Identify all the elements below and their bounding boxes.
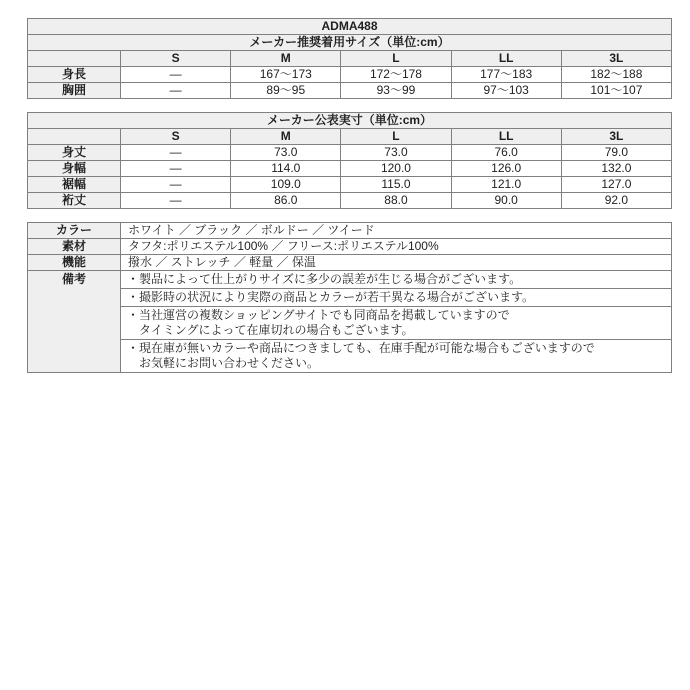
table-row-note bbox=[28, 289, 672, 307]
size-value: ― bbox=[121, 83, 231, 99]
table-row-note bbox=[28, 340, 672, 373]
table-row-body-length bbox=[28, 145, 672, 161]
size-value: 90.0 bbox=[451, 193, 561, 209]
row-label-color: カラー bbox=[28, 223, 121, 239]
note-line: ・撮影時の状況により実際の商品とカラーが若干異なる場合がございます。 bbox=[127, 290, 535, 304]
table-row-note bbox=[28, 307, 672, 340]
recommended-size-title: メーカー推奨着用サイズ（単位:cm） bbox=[28, 35, 672, 51]
col-header-l: L bbox=[341, 129, 451, 145]
table-row bbox=[28, 113, 672, 129]
size-value: 114.0 bbox=[231, 161, 341, 177]
row-label-hem-width: 裾幅 bbox=[28, 177, 121, 193]
size-value: ― bbox=[121, 145, 231, 161]
col-header-empty bbox=[28, 129, 121, 145]
col-header-3l: 3L bbox=[561, 51, 671, 67]
col-header-s: S bbox=[121, 129, 231, 145]
size-value: 76.0 bbox=[451, 145, 561, 161]
table-row bbox=[28, 129, 672, 145]
size-value: 120.0 bbox=[341, 161, 451, 177]
table-row-note bbox=[28, 271, 672, 289]
row-label-body-length: 身丈 bbox=[28, 145, 121, 161]
size-value: 109.0 bbox=[231, 177, 341, 193]
note-item bbox=[121, 340, 672, 373]
product-code: ADMA488 bbox=[28, 19, 672, 35]
size-value: 126.0 bbox=[451, 161, 561, 177]
function-value: 撥水 ／ ストレッチ ／ 軽量 ／ 保温 bbox=[121, 255, 672, 271]
details-table bbox=[27, 222, 672, 373]
size-value: 177～183 bbox=[451, 67, 561, 83]
note-item bbox=[121, 307, 672, 340]
note-item bbox=[121, 289, 672, 307]
table-row bbox=[28, 35, 672, 51]
size-value: ― bbox=[121, 177, 231, 193]
note-line: タイミングによって在庫切れの場合もございます。 bbox=[127, 323, 414, 337]
size-value: 167～173 bbox=[231, 67, 341, 83]
size-value: 86.0 bbox=[231, 193, 341, 209]
material-value: タフタ:ポリエステル100% ／ フリース:ポリエステル100% bbox=[121, 239, 672, 255]
size-value: 172～178 bbox=[341, 67, 451, 83]
note-item bbox=[121, 271, 672, 289]
table-row-sleeve-length bbox=[28, 193, 672, 209]
row-label-material: 素材 bbox=[28, 239, 121, 255]
row-label-function: 機能 bbox=[28, 255, 121, 271]
table-row bbox=[28, 51, 672, 67]
size-value: 115.0 bbox=[341, 177, 451, 193]
size-value: 88.0 bbox=[341, 193, 451, 209]
table-row-color bbox=[28, 223, 672, 239]
size-value: ― bbox=[121, 161, 231, 177]
note-line: お気軽にお問い合わせください。 bbox=[127, 356, 320, 370]
size-value: 182～188 bbox=[561, 67, 671, 83]
col-header-ll: LL bbox=[451, 51, 561, 67]
table-row-hem-width bbox=[28, 177, 672, 193]
size-value: ― bbox=[121, 67, 231, 83]
table-row bbox=[28, 19, 672, 35]
table-row-body-width bbox=[28, 161, 672, 177]
size-value: 73.0 bbox=[231, 145, 341, 161]
size-value: ― bbox=[121, 193, 231, 209]
col-header-s: S bbox=[121, 51, 231, 67]
table-row-material bbox=[28, 239, 672, 255]
size-value: 97～103 bbox=[451, 83, 561, 99]
row-label-chest: 胸囲 bbox=[28, 83, 121, 99]
size-value: 127.0 bbox=[561, 177, 671, 193]
col-header-l: L bbox=[341, 51, 451, 67]
size-value: 121.0 bbox=[451, 177, 561, 193]
size-value: 73.0 bbox=[341, 145, 451, 161]
row-label-sleeve-length: 裄丈 bbox=[28, 193, 121, 209]
measured-size-table bbox=[27, 112, 672, 209]
size-value: 79.0 bbox=[561, 145, 671, 161]
size-value: 92.0 bbox=[561, 193, 671, 209]
row-label-body-width: 身幅 bbox=[28, 161, 121, 177]
size-value: 101～107 bbox=[561, 83, 671, 99]
col-header-empty bbox=[28, 51, 121, 67]
col-header-m: M bbox=[231, 51, 341, 67]
measured-size-title: メーカー公表実寸（単位:cm） bbox=[28, 113, 672, 129]
note-line: ・当社運営の複数ショッピングサイトでも同商品を掲載していますので bbox=[127, 308, 510, 322]
col-header-m: M bbox=[231, 129, 341, 145]
size-value: 132.0 bbox=[561, 161, 671, 177]
recommended-size-table bbox=[27, 18, 672, 99]
note-line: ・製品によって仕上がりサイズに多少の誤差が生じる場合がございます。 bbox=[127, 272, 522, 286]
note-line: ・現在庫が無いカラーや商品につきましても、在庫手配が可能な場合もございますので bbox=[127, 341, 595, 355]
table-row-height bbox=[28, 67, 672, 83]
color-options: ホワイト ／ ブラック ／ ボルドー ／ ツイード bbox=[121, 223, 672, 239]
row-label-height: 身長 bbox=[28, 67, 121, 83]
size-value: 93～99 bbox=[341, 83, 451, 99]
col-header-3l: 3L bbox=[561, 129, 671, 145]
table-row-function bbox=[28, 255, 672, 271]
row-label-notes: 備考 bbox=[28, 271, 121, 373]
size-value: 89～95 bbox=[231, 83, 341, 99]
col-header-ll: LL bbox=[451, 129, 561, 145]
table-row-chest bbox=[28, 83, 672, 99]
